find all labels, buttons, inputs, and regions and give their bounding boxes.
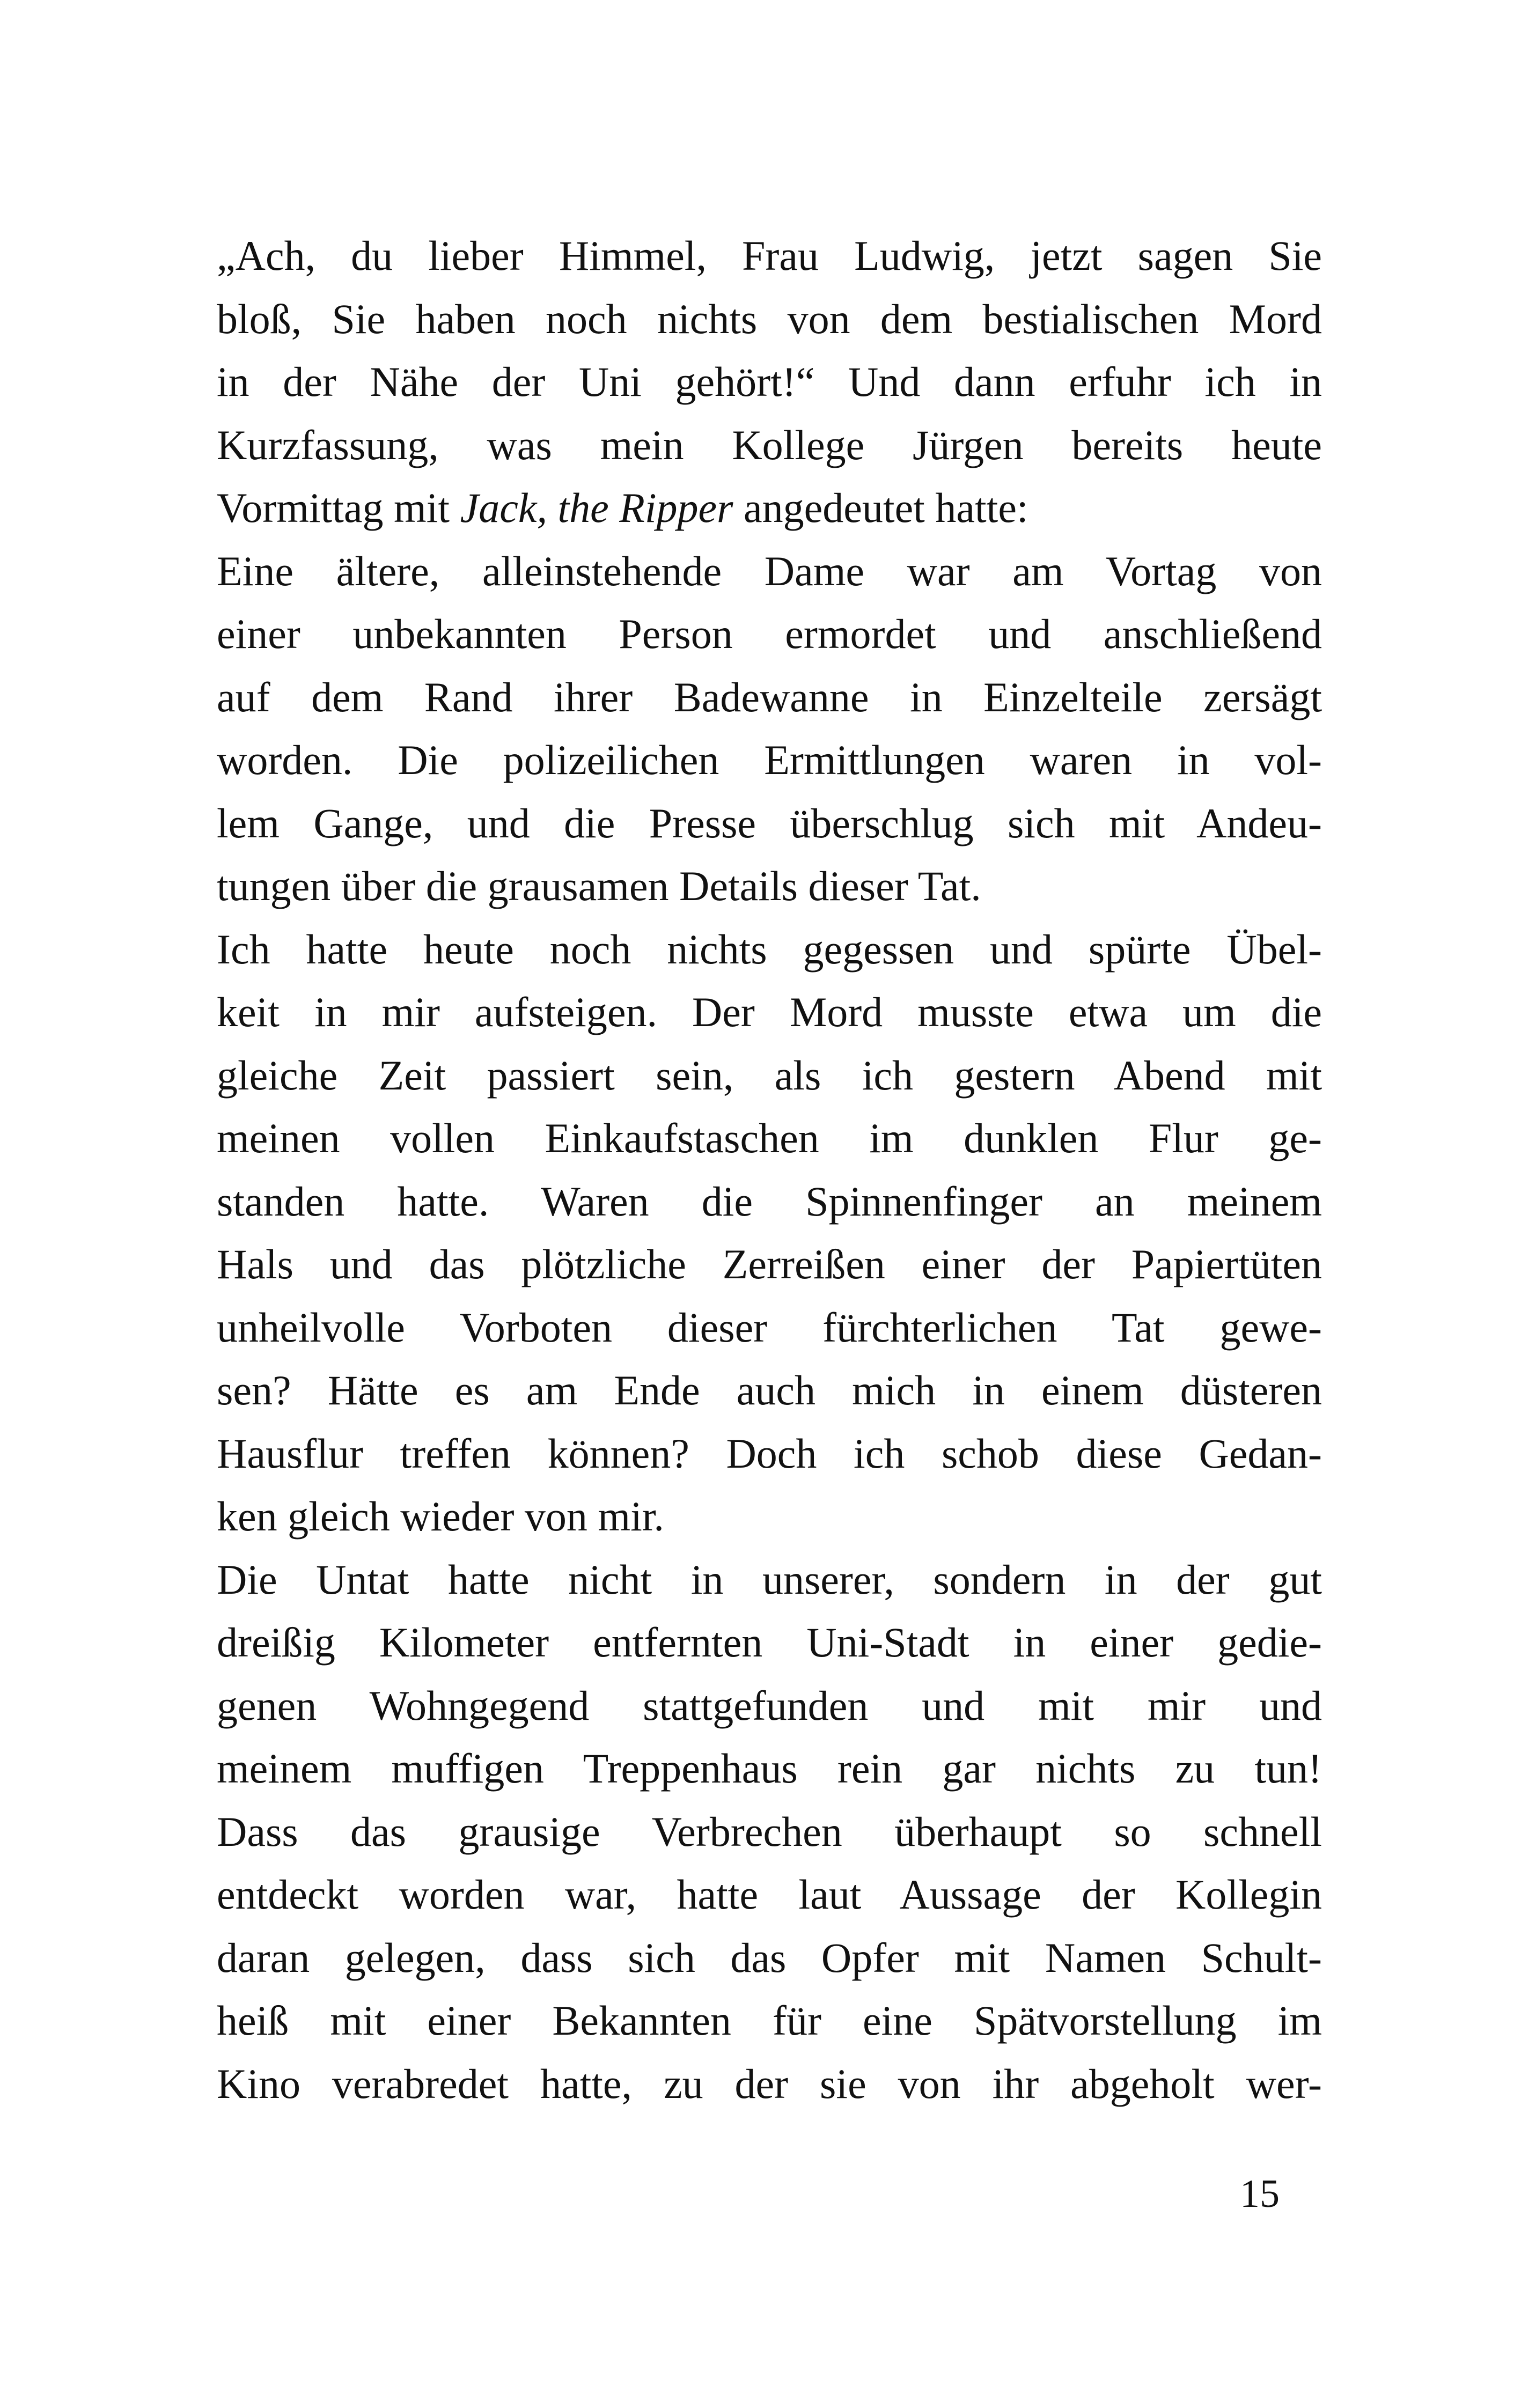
line-text: standen hatte. Waren die Spinnenfinger an meinem [217,1177,1322,1225]
line-text: Dass das grausige Verbrechen überhaupt so schnell [217,1808,1322,1855]
paragraph [217,918,1322,1548]
line-text: bloß, Sie haben noch nichts von dem bestialischen Mord [217,295,1322,342]
italic-text: Jack, the Ripper [460,484,733,531]
text-line [217,1233,1322,1296]
text-line [217,540,1322,603]
line-text: gleiche Zeit passiert sein, als ich gestern Abend mit [217,1051,1322,1099]
line-text: tungen über die grausamen Details dieser Tat. [217,863,981,909]
line-text: daran gelegen, dass sich das Opfer mit Namen Schult- [217,1934,1322,1981]
line-text: Kurzfassung, was mein Kollege Jürgen bereits heute [217,421,1322,468]
text-line [217,1422,1322,1485]
text-line [217,1485,1322,1548]
line-text: Hausflur treffen können? Doch ich schob diese Gedan- [217,1430,1322,1477]
text-line [217,1548,1322,1611]
line-text: Vormittag mit [217,484,460,531]
line-text: Hals und das plötzliche Zerreißen einer der Papiertüten [217,1241,1322,1287]
text-line [217,1296,1322,1359]
line-text: in der Nähe der Uni gehört!“ Und dann erfuhr ich in [217,358,1322,405]
text-line [217,2052,1322,2116]
text-line [217,1800,1322,1864]
line-text: Kino verabredet hatte, zu der sie von ihr abgeholt wer- [217,2060,1322,2107]
line-text: auf dem Rand ihrer Badewanne in Einzelteile zersägt [217,673,1322,720]
line-text: heiß mit einer Bekannten für eine Spätvorstellung im [217,1997,1322,2044]
text-line [217,1737,1322,1800]
line-text: „Ach, du lieber Himmel, Frau Ludwig, jetzt sagen Sie [217,232,1322,279]
line-text: ken gleich wieder von mir. [217,1493,664,1540]
line-text: lem Gange, und die Presse überschlug sich mit Andeu- [217,799,1322,846]
line-text: dreißig Kilometer entfernten Uni-Stadt in einer gedie- [217,1619,1322,1666]
text-line [217,1107,1322,1170]
line-text: unheilvolle Vorboten dieser fürchterlichen Tat gewe- [217,1304,1322,1351]
line-text: angedeutet hatte: [733,484,1028,531]
line-text: sen? Hätte es am Ende auch mich in einem düsteren [217,1367,1322,1413]
paragraph [217,540,1322,918]
text-line [217,981,1322,1044]
text-line [217,1170,1322,1233]
line-text: worden. Die polizeilichen Ermittlungen waren in vol- [217,737,1322,783]
paragraph [217,1548,1322,2116]
text-line [217,666,1322,729]
text-line [217,1926,1322,1990]
line-text: einer unbekannten Person ermordet und anschließend [217,610,1322,657]
line-text: meinem muffigen Treppenhaus rein gar nichts zu tun! [217,1745,1322,1792]
text-line [217,918,1322,981]
line-text: Die Untat hatte nicht in unserer, sondern in der gut [217,1556,1322,1603]
text-line [217,414,1322,477]
line-text: Eine ältere, alleinstehende Dame war am Vortag von [217,547,1322,594]
line-text: Ich hatte heute noch nichts gegessen und spürte Übel- [217,925,1322,973]
text-line [217,1359,1322,1422]
line-text: genen Wohngegend stattgefunden und mit mir und [217,1682,1322,1729]
text-line [217,288,1322,351]
line-text: meinen vollen Einkaufstaschen im dunklen Flur ge- [217,1115,1322,1161]
line-text: entdeckt worden war, hatte laut Aussage der Kollegin [217,1871,1322,1918]
text-line [217,1044,1322,1107]
paragraph [217,224,1322,540]
body-text [217,224,1322,2115]
text-line [217,855,1322,918]
text-line [217,350,1322,414]
text-line [217,1863,1322,1926]
text-line [217,728,1322,792]
text-line [217,1989,1322,2052]
text-line [217,476,1322,540]
text-line [217,1611,1322,1674]
text-line [217,602,1322,666]
text-line [217,224,1322,288]
page-number: 15 [1240,2172,1280,2216]
text-line [217,792,1322,855]
text-line [217,1674,1322,1737]
line-text: keit in mir aufsteigen. Der Mord musste etwa um die [217,989,1322,1035]
